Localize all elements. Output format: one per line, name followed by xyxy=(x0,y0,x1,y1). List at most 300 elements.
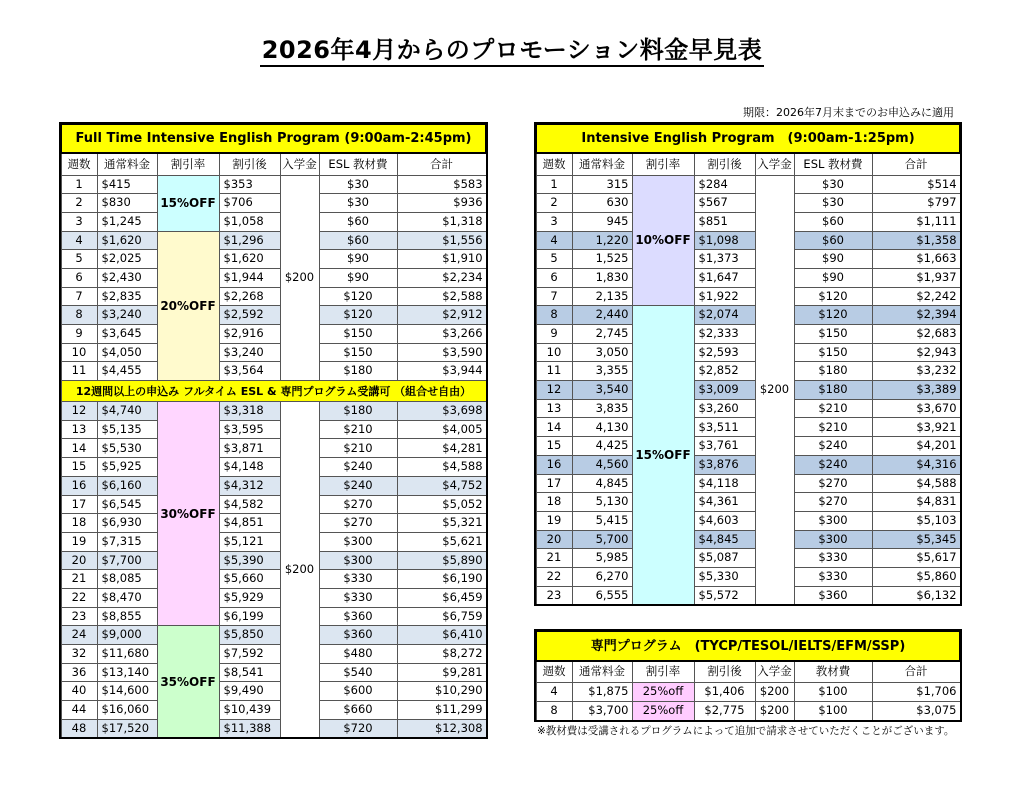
esl-materials-cell: $240 xyxy=(794,437,872,456)
discount-rate-cell: 30%OFF xyxy=(157,402,219,626)
total-cell: $4,201 xyxy=(872,437,960,456)
table-row xyxy=(536,194,960,213)
discounted-price-cell: $5,660 xyxy=(219,570,280,589)
esl-materials-cell: $30 xyxy=(794,175,872,194)
discounted-price-cell: $2,852 xyxy=(694,362,755,381)
admission-fee-cell: $200 xyxy=(755,175,794,605)
discounted-price-cell: $4,148 xyxy=(219,458,280,477)
admission-fee-cell: $200 xyxy=(755,682,794,701)
discounted-price-cell: $3,260 xyxy=(694,399,755,418)
materials-cell: $100 xyxy=(794,701,872,720)
esl-materials-cell: $90 xyxy=(319,250,397,269)
esl-materials-cell: $150 xyxy=(319,343,397,362)
table-row xyxy=(61,626,486,645)
col-header: 割引率 xyxy=(157,153,219,175)
esl-materials-cell: $270 xyxy=(794,474,872,493)
table-row xyxy=(61,194,486,213)
deadline-note: 期限：2026年7月末までのお申込みに適用 xyxy=(743,106,954,119)
full-time-table xyxy=(60,123,487,738)
table-row xyxy=(61,495,486,514)
weeks-cell: 15 xyxy=(61,458,97,477)
total-cell: $3,944 xyxy=(397,362,486,381)
weeks-cell: 14 xyxy=(61,439,97,458)
weeks-cell: 12 xyxy=(536,381,572,400)
table-row xyxy=(61,607,486,626)
total-cell: $4,752 xyxy=(397,476,486,495)
header-row xyxy=(61,153,486,175)
total-cell: $5,345 xyxy=(872,530,960,549)
table-row xyxy=(536,343,960,362)
esl-materials-cell: $120 xyxy=(319,306,397,325)
col-header: ESL 教材費 xyxy=(319,153,397,175)
weeks-cell: 4 xyxy=(536,231,572,250)
discounted-price-cell: $3,871 xyxy=(219,439,280,458)
table-row xyxy=(536,511,960,530)
regular-price-cell: 6,270 xyxy=(572,567,632,586)
weeks-cell: 18 xyxy=(61,514,97,533)
col-header: 入学金 xyxy=(755,661,794,682)
esl-materials-cell: $30 xyxy=(319,194,397,213)
esl-materials-cell: $150 xyxy=(794,325,872,344)
weeks-cell: 10 xyxy=(536,343,572,362)
discounted-price-cell: $4,361 xyxy=(694,493,755,512)
regular-price-cell: 2,745 xyxy=(572,325,632,344)
regular-price-cell: 3,540 xyxy=(572,381,632,400)
regular-price-cell: 3,355 xyxy=(572,362,632,381)
twelve-week-banner: 12週間以上の申込み フルタイム ESL & 専門プログラム受講可 （組合せ自由） xyxy=(61,381,486,402)
discounted-price-cell: $4,118 xyxy=(694,474,755,493)
esl-materials-cell: $90 xyxy=(794,268,872,287)
esl-materials-cell: $330 xyxy=(794,567,872,586)
discounted-price-cell: $1,944 xyxy=(219,268,280,287)
discount-rate-cell: 25%off xyxy=(632,701,694,720)
regular-price-cell: $6,930 xyxy=(97,514,157,533)
table-row xyxy=(61,570,486,589)
col-header: 教材費 xyxy=(794,661,872,682)
discounted-price-cell: $6,199 xyxy=(219,607,280,626)
materials-cell: $100 xyxy=(794,682,872,701)
esl-materials-cell: $540 xyxy=(319,663,397,682)
regular-price-cell: $2,025 xyxy=(97,250,157,269)
total-cell: $1,318 xyxy=(397,212,486,231)
regular-price-cell: $8,470 xyxy=(97,588,157,607)
esl-materials-cell: $240 xyxy=(319,458,397,477)
weeks-cell: 10 xyxy=(61,343,97,362)
regular-price-cell: $17,520 xyxy=(97,719,157,738)
weeks-cell: 9 xyxy=(61,325,97,344)
total-cell: $5,321 xyxy=(397,514,486,533)
esl-materials-cell: $600 xyxy=(319,682,397,701)
table-row xyxy=(536,399,960,418)
weeks-cell: 13 xyxy=(61,420,97,439)
discounted-price-cell: $4,851 xyxy=(219,514,280,533)
table-row xyxy=(536,212,960,231)
regular-price-cell: 945 xyxy=(572,212,632,231)
discounted-price-cell: $353 xyxy=(219,175,280,194)
weeks-cell: 16 xyxy=(61,476,97,495)
esl-materials-cell: $150 xyxy=(319,325,397,344)
regular-price-cell: 5,985 xyxy=(572,549,632,568)
discounted-price-cell: $3,564 xyxy=(219,362,280,381)
total-cell: $8,272 xyxy=(397,645,486,664)
regular-price-cell: 315 xyxy=(572,175,632,194)
weeks-cell: 5 xyxy=(536,250,572,269)
esl-materials-cell: $180 xyxy=(794,381,872,400)
total-cell: $5,103 xyxy=(872,511,960,530)
table-row xyxy=(536,530,960,549)
esl-materials-cell: $210 xyxy=(794,399,872,418)
total-cell: $2,943 xyxy=(872,343,960,362)
total-cell: $3,232 xyxy=(872,362,960,381)
discounted-price-cell: $3,511 xyxy=(694,418,755,437)
table-row xyxy=(536,455,960,474)
weeks-cell: 20 xyxy=(61,551,97,570)
weeks-cell: 36 xyxy=(61,663,97,682)
table-row xyxy=(61,250,486,269)
discount-rate-cell: 35%OFF xyxy=(157,626,219,738)
discounted-price-cell: $5,330 xyxy=(694,567,755,586)
esl-materials-cell: $30 xyxy=(794,194,872,213)
regular-price-cell: $9,000 xyxy=(97,626,157,645)
weeks-cell: 20 xyxy=(536,530,572,549)
total-cell: $797 xyxy=(872,194,960,213)
header-row xyxy=(536,661,960,682)
esl-materials-cell: $210 xyxy=(319,420,397,439)
discounted-price-cell: $1,296 xyxy=(219,231,280,250)
total-cell: $2,683 xyxy=(872,325,960,344)
total-cell: $1,663 xyxy=(872,250,960,269)
total-cell: $1,937 xyxy=(872,268,960,287)
esl-materials-cell: $360 xyxy=(794,586,872,605)
discounted-price-cell: $11,388 xyxy=(219,719,280,738)
esl-materials-cell: $60 xyxy=(319,231,397,250)
discounted-price-cell: $9,490 xyxy=(219,682,280,701)
weeks-cell: 18 xyxy=(536,493,572,512)
table-row xyxy=(536,325,960,344)
col-header: 割引後 xyxy=(694,153,755,175)
col-header: 入学金 xyxy=(280,153,319,175)
discounted-price-cell: $1,058 xyxy=(219,212,280,231)
table-row xyxy=(536,250,960,269)
table-row xyxy=(61,663,486,682)
weeks-cell: 15 xyxy=(536,437,572,456)
discounted-price-cell: $3,240 xyxy=(219,343,280,362)
weeks-cell: 9 xyxy=(536,325,572,344)
total-cell: $5,860 xyxy=(872,567,960,586)
total-cell: $2,234 xyxy=(397,268,486,287)
weeks-cell: 23 xyxy=(61,607,97,626)
regular-price-cell: $7,315 xyxy=(97,532,157,551)
regular-price-cell: $16,060 xyxy=(97,701,157,720)
admission-fee-cell: $200 xyxy=(755,701,794,720)
table-row xyxy=(61,212,486,231)
regular-price-cell: $4,455 xyxy=(97,362,157,381)
weeks-cell: 14 xyxy=(536,418,572,437)
weeks-cell: 22 xyxy=(61,588,97,607)
regular-price-cell: $1,875 xyxy=(572,682,632,701)
total-cell: $4,005 xyxy=(397,420,486,439)
weeks-cell: 40 xyxy=(61,682,97,701)
full-time-title: Full Time Intensive English Program (9:00am-2:45pm) xyxy=(61,124,486,153)
table-row xyxy=(61,402,486,421)
weeks-cell: 17 xyxy=(536,474,572,493)
table-row xyxy=(536,268,960,287)
total-cell: $4,316 xyxy=(872,455,960,474)
weeks-cell: 16 xyxy=(536,455,572,474)
discounted-price-cell: $4,312 xyxy=(219,476,280,495)
regular-price-cell: $415 xyxy=(97,175,157,194)
esl-materials-cell: $180 xyxy=(319,402,397,421)
esl-materials-cell: $120 xyxy=(794,306,872,325)
discounted-price-cell: $1,098 xyxy=(694,231,755,250)
weeks-cell: 21 xyxy=(61,570,97,589)
esl-materials-cell: $180 xyxy=(319,362,397,381)
esl-materials-cell: $300 xyxy=(794,511,872,530)
weeks-cell: 19 xyxy=(61,532,97,551)
total-cell: $936 xyxy=(397,194,486,213)
regular-price-cell: 5,130 xyxy=(572,493,632,512)
regular-price-cell: $830 xyxy=(97,194,157,213)
total-cell: $12,308 xyxy=(397,719,486,738)
esl-materials-cell: $180 xyxy=(794,362,872,381)
esl-materials-cell: $300 xyxy=(319,532,397,551)
table-row xyxy=(536,437,960,456)
esl-materials-cell: $210 xyxy=(794,418,872,437)
weeks-cell: 48 xyxy=(61,719,97,738)
discount-rate-cell: 10%OFF xyxy=(632,175,694,306)
total-cell: $3,266 xyxy=(397,325,486,344)
col-header: 週数 xyxy=(61,153,97,175)
table-row xyxy=(536,701,960,720)
discounted-price-cell: $2,916 xyxy=(219,325,280,344)
col-header: 割引後 xyxy=(694,661,755,682)
discounted-price-cell: $5,390 xyxy=(219,551,280,570)
total-cell: $1,910 xyxy=(397,250,486,269)
col-header: 合計 xyxy=(397,153,486,175)
esl-materials-cell: $330 xyxy=(319,588,397,607)
discounted-price-cell: $851 xyxy=(694,212,755,231)
regular-price-cell: 1,220 xyxy=(572,231,632,250)
table-row xyxy=(536,567,960,586)
esl-materials-cell: $60 xyxy=(794,212,872,231)
regular-price-cell: 4,425 xyxy=(572,437,632,456)
weeks-cell: 21 xyxy=(536,549,572,568)
intensive-table xyxy=(535,123,961,605)
page-title: 2026年4月からのプロモーション料金早見表 xyxy=(0,30,1024,65)
regular-price-cell: $8,085 xyxy=(97,570,157,589)
regular-price-cell: $11,680 xyxy=(97,645,157,664)
discounted-price-cell: $2,074 xyxy=(694,306,755,325)
discounted-price-cell: $10,439 xyxy=(219,701,280,720)
col-header: 週数 xyxy=(536,153,572,175)
weeks-cell: 24 xyxy=(61,626,97,645)
regular-price-cell: $1,245 xyxy=(97,212,157,231)
esl-materials-cell: $660 xyxy=(319,701,397,720)
esl-materials-cell: $720 xyxy=(319,719,397,738)
materials-fee-note: ※教材費は受講されるプログラムによって追加で請求させていただくことがございます。 xyxy=(537,725,955,737)
table-row xyxy=(61,514,486,533)
total-cell: $3,590 xyxy=(397,343,486,362)
table-row xyxy=(61,306,486,325)
discounted-price-cell: $1,406 xyxy=(694,682,755,701)
weeks-cell: 2 xyxy=(61,194,97,213)
weeks-cell: 11 xyxy=(61,362,97,381)
total-cell: $5,890 xyxy=(397,551,486,570)
regular-price-cell: $8,855 xyxy=(97,607,157,626)
esl-materials-cell: $120 xyxy=(794,287,872,306)
col-header: 通常料金 xyxy=(572,153,632,175)
total-cell: $4,831 xyxy=(872,493,960,512)
table-row xyxy=(536,231,960,250)
esl-materials-cell: $90 xyxy=(794,250,872,269)
table-row xyxy=(61,551,486,570)
discounted-price-cell: $5,572 xyxy=(694,586,755,605)
table-row xyxy=(61,719,486,738)
regular-price-cell: 630 xyxy=(572,194,632,213)
total-cell: $1,111 xyxy=(872,212,960,231)
discounted-price-cell: $5,929 xyxy=(219,588,280,607)
discounted-price-cell: $1,620 xyxy=(219,250,280,269)
weeks-cell: 11 xyxy=(536,362,572,381)
esl-materials-cell: $90 xyxy=(319,268,397,287)
esl-materials-cell: $210 xyxy=(319,439,397,458)
table-row xyxy=(61,645,486,664)
table-row xyxy=(61,458,486,477)
weeks-cell: 2 xyxy=(536,194,572,213)
weeks-cell: 6 xyxy=(61,268,97,287)
esl-materials-cell: $240 xyxy=(794,455,872,474)
discounted-price-cell: $567 xyxy=(694,194,755,213)
table-row xyxy=(536,493,960,512)
esl-materials-cell: $60 xyxy=(794,231,872,250)
table-row xyxy=(61,175,486,194)
col-header: 週数 xyxy=(536,661,572,682)
esl-materials-cell: $30 xyxy=(319,175,397,194)
discounted-price-cell: $4,845 xyxy=(694,530,755,549)
discounted-price-cell: $2,593 xyxy=(694,343,755,362)
regular-price-cell: 3,050 xyxy=(572,343,632,362)
total-cell: $2,394 xyxy=(872,306,960,325)
weeks-cell: 4 xyxy=(61,231,97,250)
regular-price-cell: 1,525 xyxy=(572,250,632,269)
discounted-price-cell: $3,876 xyxy=(694,455,755,474)
table-row xyxy=(61,231,486,250)
total-cell: $2,912 xyxy=(397,306,486,325)
col-header: 割引率 xyxy=(632,661,694,682)
table-row xyxy=(536,381,960,400)
discounted-price-cell: $706 xyxy=(219,194,280,213)
discounted-price-cell: $4,603 xyxy=(694,511,755,530)
total-cell: $2,588 xyxy=(397,287,486,306)
total-cell: $5,617 xyxy=(872,549,960,568)
special-program-title: 専門プログラム (TYCP/TESOL/IELTS/EFM/SSP) xyxy=(536,631,960,661)
discounted-price-cell: $284 xyxy=(694,175,755,194)
col-header: 通常料金 xyxy=(572,661,632,682)
total-cell: $9,281 xyxy=(397,663,486,682)
total-cell: $6,190 xyxy=(397,570,486,589)
esl-materials-cell: $360 xyxy=(319,607,397,626)
esl-materials-cell: $240 xyxy=(319,476,397,495)
total-cell: $2,242 xyxy=(872,287,960,306)
regular-price-cell: 6,555 xyxy=(572,586,632,605)
total-cell: $3,075 xyxy=(872,701,960,720)
intensive-title: Intensive English Program (9:00am-1:25pm) xyxy=(536,124,960,153)
weeks-cell: 12 xyxy=(61,402,97,421)
regular-price-cell: 1,830 xyxy=(572,268,632,287)
discount-rate-cell: 15%OFF xyxy=(157,175,219,231)
total-cell: $4,588 xyxy=(397,458,486,477)
regular-price-cell: $5,925 xyxy=(97,458,157,477)
table-row xyxy=(61,701,486,720)
weeks-cell: 7 xyxy=(536,287,572,306)
discounted-price-cell: $5,121 xyxy=(219,532,280,551)
table-row xyxy=(61,588,486,607)
regular-price-cell: $2,835 xyxy=(97,287,157,306)
weeks-cell: 8 xyxy=(536,306,572,325)
esl-materials-cell: $300 xyxy=(319,551,397,570)
total-cell: $3,389 xyxy=(872,381,960,400)
weeks-cell: 23 xyxy=(536,586,572,605)
discount-rate-cell: 20%OFF xyxy=(157,231,219,381)
table-row xyxy=(536,586,960,605)
discounted-price-cell: $3,009 xyxy=(694,381,755,400)
total-cell: $3,670 xyxy=(872,399,960,418)
table-row xyxy=(536,418,960,437)
weeks-cell: 6 xyxy=(536,268,572,287)
esl-materials-cell: $270 xyxy=(319,495,397,514)
discounted-price-cell: $7,592 xyxy=(219,645,280,664)
table-row xyxy=(536,306,960,325)
table-row xyxy=(61,420,486,439)
col-header: 合計 xyxy=(872,661,960,682)
table-row xyxy=(61,362,486,381)
weeks-cell: 7 xyxy=(61,287,97,306)
total-cell: $10,290 xyxy=(397,682,486,701)
header-row xyxy=(536,153,960,175)
total-cell: $1,556 xyxy=(397,231,486,250)
regular-price-cell: 5,700 xyxy=(572,530,632,549)
regular-price-cell: 4,130 xyxy=(572,418,632,437)
discounted-price-cell: $8,541 xyxy=(219,663,280,682)
discounted-price-cell: $5,850 xyxy=(219,626,280,645)
table-row xyxy=(536,362,960,381)
esl-materials-cell: $270 xyxy=(319,514,397,533)
table-row xyxy=(536,175,960,194)
col-header: 入学金 xyxy=(755,153,794,175)
esl-materials-cell: $270 xyxy=(794,493,872,512)
weeks-cell: 44 xyxy=(61,701,97,720)
weeks-cell: 17 xyxy=(61,495,97,514)
discounted-price-cell: $1,373 xyxy=(694,250,755,269)
regular-price-cell: $3,645 xyxy=(97,325,157,344)
weeks-cell: 1 xyxy=(536,175,572,194)
discounted-price-cell: $4,582 xyxy=(219,495,280,514)
total-cell: $5,052 xyxy=(397,495,486,514)
discounted-price-cell: $1,647 xyxy=(694,268,755,287)
table-row xyxy=(61,343,486,362)
esl-materials-cell: $60 xyxy=(319,212,397,231)
discounted-price-cell: $2,333 xyxy=(694,325,755,344)
total-cell: $583 xyxy=(397,175,486,194)
regular-price-cell: $13,140 xyxy=(97,663,157,682)
total-cell: $1,706 xyxy=(872,682,960,701)
discounted-price-cell: $3,595 xyxy=(219,420,280,439)
regular-price-cell: $7,700 xyxy=(97,551,157,570)
regular-price-cell: $5,135 xyxy=(97,420,157,439)
admission-fee-cell: $200 xyxy=(280,402,319,738)
regular-price-cell: 5,415 xyxy=(572,511,632,530)
admission-fee-cell: $200 xyxy=(280,175,319,381)
